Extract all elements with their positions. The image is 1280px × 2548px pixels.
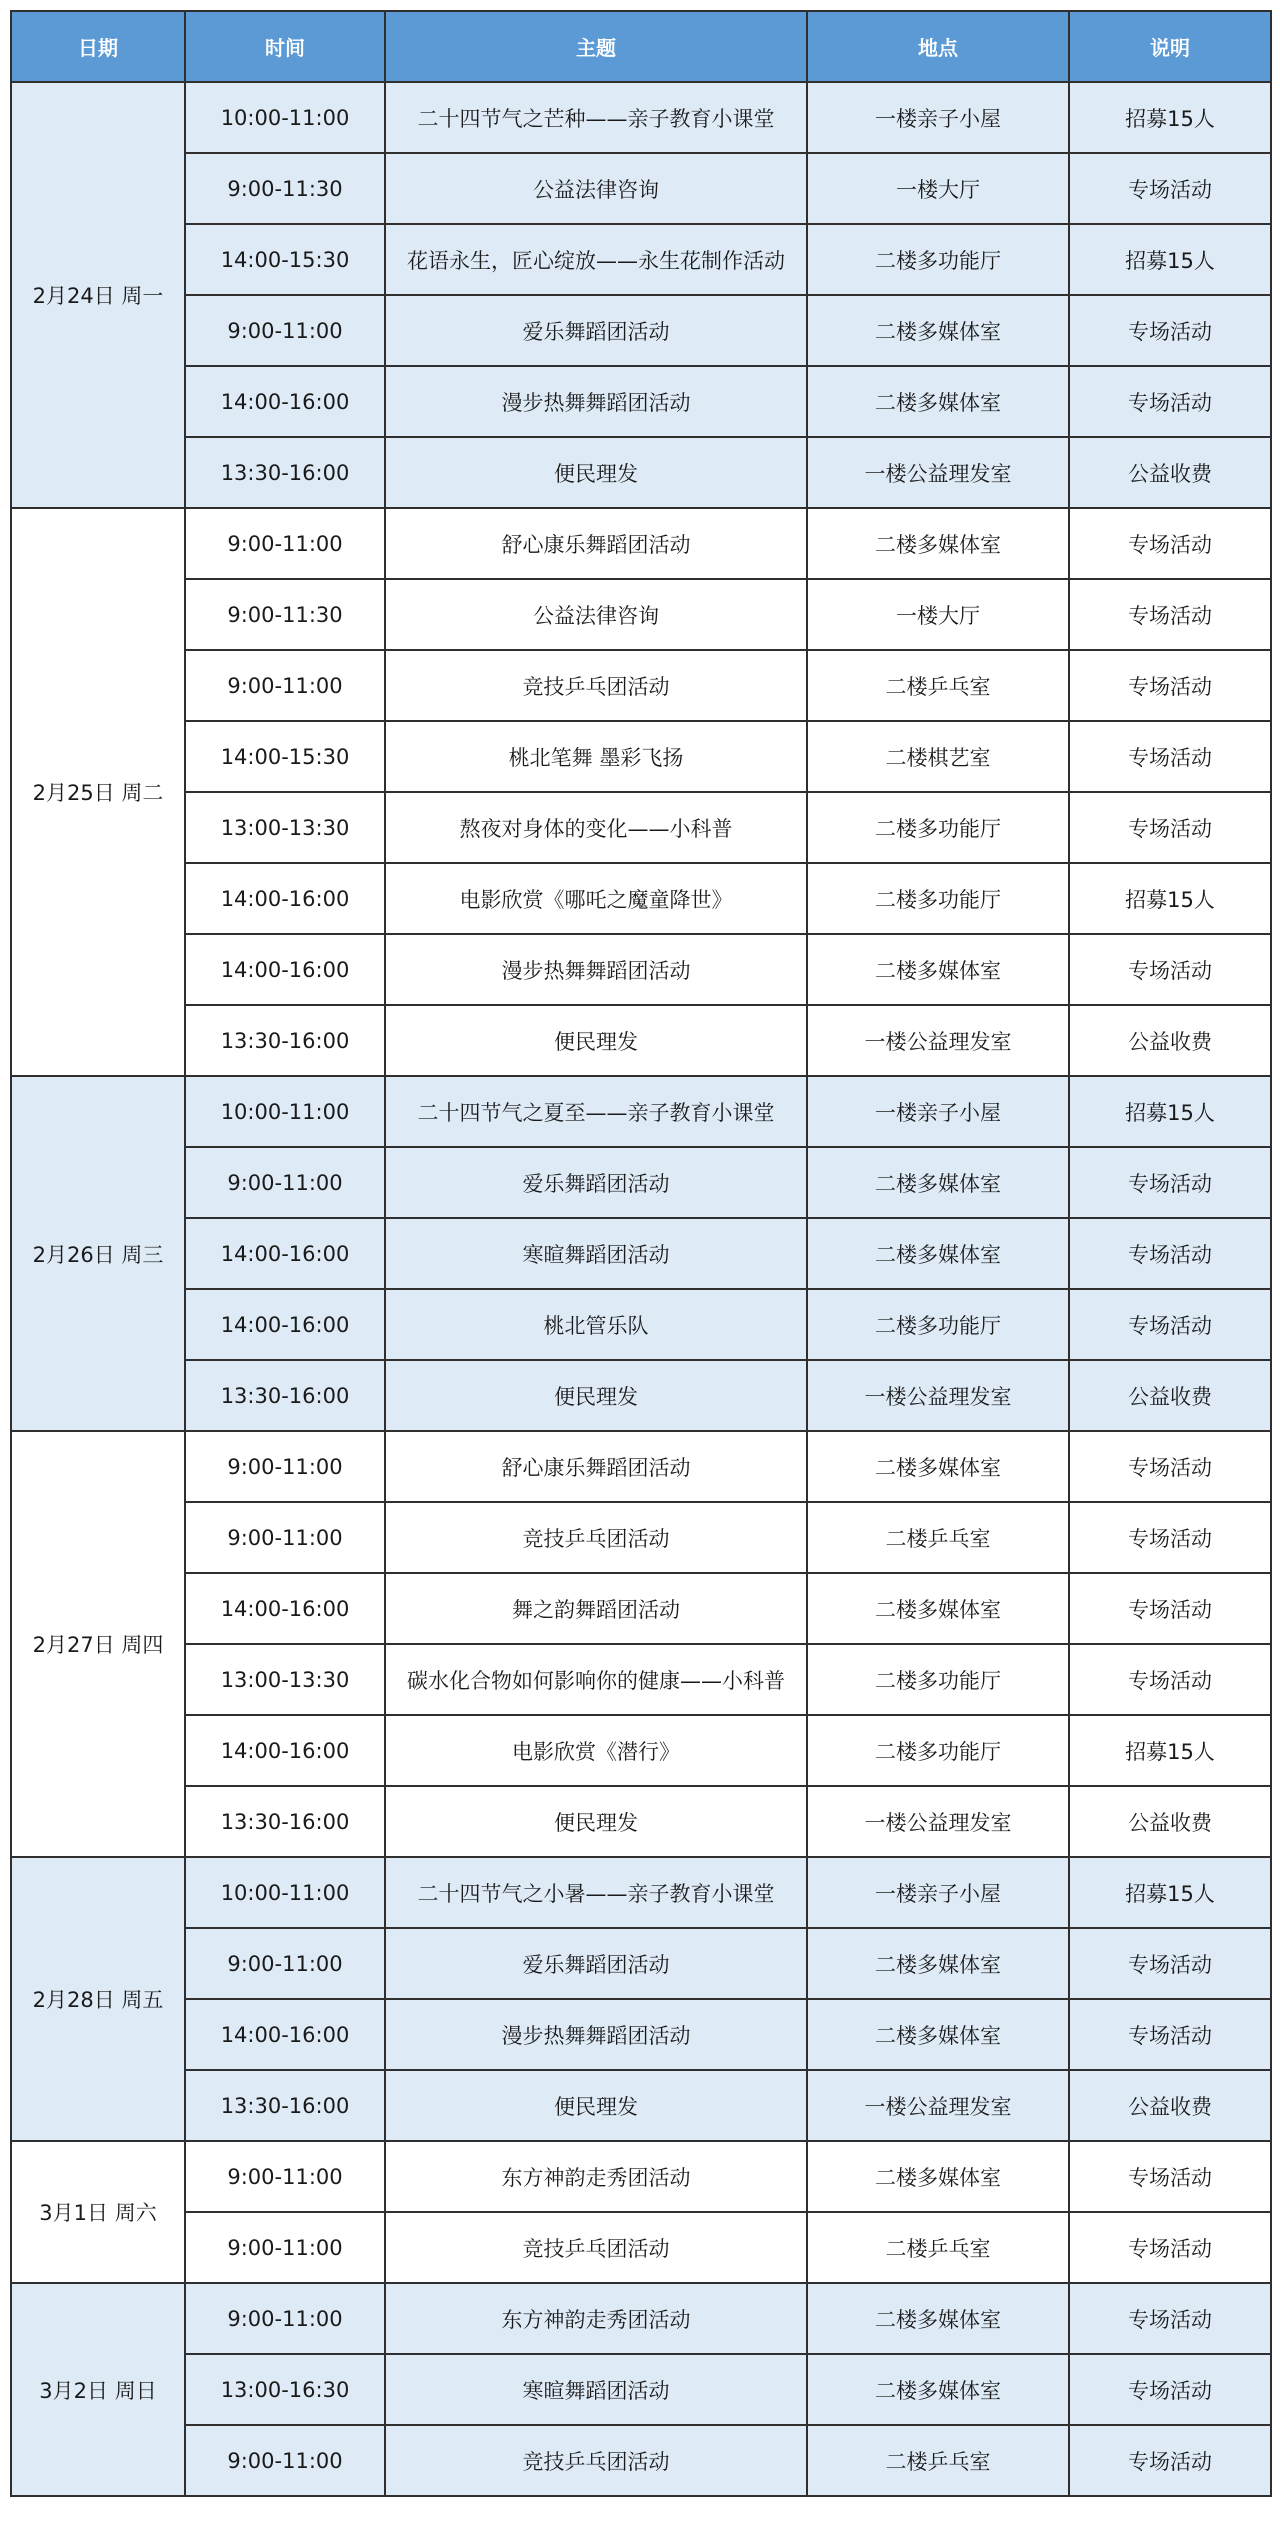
note-cell: 专场活动 <box>1069 1573 1271 1644</box>
topic-cell: 公益法律咨询 <box>385 579 807 650</box>
location-cell: 二楼多媒体室 <box>807 1573 1069 1644</box>
topic-cell: 二十四节气之芒种——亲子教育小课堂 <box>385 82 807 153</box>
location-cell: 二楼多媒体室 <box>807 366 1069 437</box>
time-cell: 9:00-11:00 <box>185 1502 385 1573</box>
table-row <box>11 650 1271 721</box>
day-group <box>11 2283 1271 2496</box>
location-cell: 二楼多功能厅 <box>807 1289 1069 1360</box>
location-cell: 二楼多媒体室 <box>807 1218 1069 1289</box>
table-row <box>11 934 1271 1005</box>
topic-cell: 便民理发 <box>385 1005 807 1076</box>
date-cell: 3月2日 周日 <box>11 2283 185 2496</box>
header-row <box>11 11 1271 82</box>
time-cell: 9:00-11:00 <box>185 2283 385 2354</box>
location-cell: 二楼乒乓室 <box>807 650 1069 721</box>
location-cell: 一楼大厅 <box>807 153 1069 224</box>
topic-cell: 二十四节气之夏至——亲子教育小课堂 <box>385 1076 807 1147</box>
table-row <box>11 2212 1271 2283</box>
location-cell: 二楼乒乓室 <box>807 2425 1069 2496</box>
topic-cell: 碳水化合物如何影响你的健康——小科普 <box>385 1644 807 1715</box>
table-row <box>11 579 1271 650</box>
topic-cell: 舞之韵舞蹈团活动 <box>385 1573 807 1644</box>
topic-cell: 便民理发 <box>385 1360 807 1431</box>
time-cell: 10:00-11:00 <box>185 1857 385 1928</box>
note-cell: 专场活动 <box>1069 508 1271 579</box>
table-row <box>11 2070 1271 2141</box>
table-row <box>11 1218 1271 1289</box>
topic-cell: 爱乐舞蹈团活动 <box>385 295 807 366</box>
table-row <box>11 1289 1271 1360</box>
note-cell: 专场活动 <box>1069 792 1271 863</box>
note-cell: 专场活动 <box>1069 1289 1271 1360</box>
time-cell: 9:00-11:00 <box>185 295 385 366</box>
location-cell: 二楼多功能厅 <box>807 1644 1069 1715</box>
note-cell: 专场活动 <box>1069 2212 1271 2283</box>
note-cell: 专场活动 <box>1069 1928 1271 1999</box>
date-cell: 2月24日 周一 <box>11 82 185 508</box>
time-cell: 14:00-16:00 <box>185 934 385 1005</box>
table-row <box>11 1005 1271 1076</box>
table-row <box>11 1715 1271 1786</box>
note-cell: 招募15人 <box>1069 863 1271 934</box>
note-cell: 专场活动 <box>1069 2141 1271 2212</box>
table-row <box>11 295 1271 366</box>
time-cell: 9:00-11:00 <box>185 1431 385 1502</box>
note-cell: 专场活动 <box>1069 1999 1271 2070</box>
activity-schedule-table <box>10 10 1272 2497</box>
note-cell: 专场活动 <box>1069 295 1271 366</box>
table-row <box>11 1147 1271 1218</box>
topic-cell: 爱乐舞蹈团活动 <box>385 1147 807 1218</box>
location-cell: 一楼公益理发室 <box>807 1786 1069 1857</box>
schedule-table-container <box>10 10 1270 2497</box>
time-cell: 13:30-16:00 <box>185 1360 385 1431</box>
location-cell: 二楼多功能厅 <box>807 224 1069 295</box>
table-row <box>11 1076 1271 1147</box>
time-cell: 13:00-13:30 <box>185 1644 385 1715</box>
time-cell: 9:00-11:00 <box>185 508 385 579</box>
note-cell: 专场活动 <box>1069 153 1271 224</box>
location-cell: 二楼多媒体室 <box>807 1928 1069 1999</box>
day-group <box>11 508 1271 1076</box>
header-date: 日期 <box>11 11 185 82</box>
topic-cell: 竞技乒乓团活动 <box>385 650 807 721</box>
topic-cell: 漫步热舞舞蹈团活动 <box>385 1999 807 2070</box>
note-cell: 专场活动 <box>1069 1431 1271 1502</box>
table-row <box>11 224 1271 295</box>
date-cell: 2月26日 周三 <box>11 1076 185 1431</box>
table-row <box>11 437 1271 508</box>
table-row <box>11 863 1271 934</box>
topic-cell: 竞技乒乓团活动 <box>385 2212 807 2283</box>
note-cell: 专场活动 <box>1069 721 1271 792</box>
time-cell: 14:00-16:00 <box>185 1573 385 1644</box>
time-cell: 9:00-11:00 <box>185 1928 385 1999</box>
location-cell: 二楼多媒体室 <box>807 295 1069 366</box>
topic-cell: 桃北管乐队 <box>385 1289 807 1360</box>
time-cell: 13:30-16:00 <box>185 1786 385 1857</box>
time-cell: 9:00-11:30 <box>185 579 385 650</box>
topic-cell: 花语永生，匠心绽放——永生花制作活动 <box>385 224 807 295</box>
table-row <box>11 153 1271 224</box>
topic-cell: 竞技乒乓团活动 <box>385 2425 807 2496</box>
note-cell: 公益收费 <box>1069 1360 1271 1431</box>
location-cell: 一楼公益理发室 <box>807 1005 1069 1076</box>
time-cell: 14:00-15:30 <box>185 224 385 295</box>
table-row <box>11 2425 1271 2496</box>
time-cell: 9:00-11:00 <box>185 1147 385 1218</box>
time-cell: 13:30-16:00 <box>185 1005 385 1076</box>
table-row <box>11 721 1271 792</box>
day-group <box>11 1857 1271 2141</box>
header-note: 说明 <box>1069 11 1271 82</box>
table-row <box>11 1857 1271 1928</box>
note-cell: 招募15人 <box>1069 1857 1271 1928</box>
time-cell: 9:00-11:00 <box>185 2212 385 2283</box>
note-cell: 专场活动 <box>1069 650 1271 721</box>
table-row <box>11 1573 1271 1644</box>
topic-cell: 东方神韵走秀团活动 <box>385 2283 807 2354</box>
time-cell: 10:00-11:00 <box>185 1076 385 1147</box>
time-cell: 9:00-11:30 <box>185 153 385 224</box>
note-cell: 公益收费 <box>1069 2070 1271 2141</box>
topic-cell: 熬夜对身体的变化——小科普 <box>385 792 807 863</box>
table-row <box>11 2141 1271 2212</box>
table-row <box>11 1644 1271 1715</box>
date-cell: 2月27日 周四 <box>11 1431 185 1857</box>
note-cell: 公益收费 <box>1069 1005 1271 1076</box>
time-cell: 14:00-15:30 <box>185 721 385 792</box>
location-cell: 二楼乒乓室 <box>807 2212 1069 2283</box>
topic-cell: 寒暄舞蹈团活动 <box>385 2354 807 2425</box>
table-row <box>11 366 1271 437</box>
topic-cell: 便民理发 <box>385 437 807 508</box>
topic-cell: 公益法律咨询 <box>385 153 807 224</box>
location-cell: 一楼公益理发室 <box>807 2070 1069 2141</box>
note-cell: 招募15人 <box>1069 82 1271 153</box>
location-cell: 二楼多媒体室 <box>807 2283 1069 2354</box>
note-cell: 招募15人 <box>1069 224 1271 295</box>
topic-cell: 爱乐舞蹈团活动 <box>385 1928 807 1999</box>
day-group <box>11 82 1271 508</box>
day-group <box>11 2141 1271 2283</box>
location-cell: 二楼多媒体室 <box>807 508 1069 579</box>
location-cell: 二楼多媒体室 <box>807 1431 1069 1502</box>
location-cell: 二楼多媒体室 <box>807 1147 1069 1218</box>
time-cell: 9:00-11:00 <box>185 2425 385 2496</box>
table-row <box>11 1360 1271 1431</box>
note-cell: 专场活动 <box>1069 2425 1271 2496</box>
time-cell: 14:00-16:00 <box>185 863 385 934</box>
note-cell: 专场活动 <box>1069 2283 1271 2354</box>
time-cell: 9:00-11:00 <box>185 650 385 721</box>
topic-cell: 寒暄舞蹈团活动 <box>385 1218 807 1289</box>
note-cell: 专场活动 <box>1069 579 1271 650</box>
table-header <box>11 11 1271 82</box>
table-row <box>11 1928 1271 1999</box>
location-cell: 一楼公益理发室 <box>807 1360 1069 1431</box>
topic-cell: 便民理发 <box>385 2070 807 2141</box>
note-cell: 招募15人 <box>1069 1076 1271 1147</box>
table-row <box>11 1786 1271 1857</box>
time-cell: 13:30-16:00 <box>185 2070 385 2141</box>
location-cell: 一楼亲子小屋 <box>807 1076 1069 1147</box>
table-row <box>11 792 1271 863</box>
header-location: 地点 <box>807 11 1069 82</box>
time-cell: 14:00-16:00 <box>185 1289 385 1360</box>
table-row <box>11 1999 1271 2070</box>
table-row <box>11 1502 1271 1573</box>
location-cell: 二楼多媒体室 <box>807 934 1069 1005</box>
date-cell: 3月1日 周六 <box>11 2141 185 2283</box>
note-cell: 专场活动 <box>1069 934 1271 1005</box>
date-cell: 2月25日 周二 <box>11 508 185 1076</box>
topic-cell: 电影欣赏《哪吒之魔童降世》 <box>385 863 807 934</box>
location-cell: 二楼乒乓室 <box>807 1502 1069 1573</box>
location-cell: 二楼多媒体室 <box>807 2141 1069 2212</box>
location-cell: 二楼多功能厅 <box>807 1715 1069 1786</box>
note-cell: 招募15人 <box>1069 1715 1271 1786</box>
topic-cell: 漫步热舞舞蹈团活动 <box>385 934 807 1005</box>
location-cell: 二楼多功能厅 <box>807 792 1069 863</box>
location-cell: 二楼多媒体室 <box>807 1999 1069 2070</box>
note-cell: 公益收费 <box>1069 437 1271 508</box>
topic-cell: 东方神韵走秀团活动 <box>385 2141 807 2212</box>
note-cell: 专场活动 <box>1069 1147 1271 1218</box>
location-cell: 二楼棋艺室 <box>807 721 1069 792</box>
note-cell: 公益收费 <box>1069 1786 1271 1857</box>
location-cell: 一楼亲子小屋 <box>807 1857 1069 1928</box>
location-cell: 一楼亲子小屋 <box>807 82 1069 153</box>
table-row <box>11 1431 1271 1502</box>
topic-cell: 竞技乒乓团活动 <box>385 1502 807 1573</box>
topic-cell: 便民理发 <box>385 1786 807 1857</box>
day-group <box>11 1431 1271 1857</box>
header-topic: 主题 <box>385 11 807 82</box>
note-cell: 专场活动 <box>1069 1502 1271 1573</box>
note-cell: 专场活动 <box>1069 366 1271 437</box>
time-cell: 13:00-13:30 <box>185 792 385 863</box>
time-cell: 13:30-16:00 <box>185 437 385 508</box>
time-cell: 14:00-16:00 <box>185 1999 385 2070</box>
time-cell: 9:00-11:00 <box>185 2141 385 2212</box>
time-cell: 10:00-11:00 <box>185 82 385 153</box>
table-row <box>11 2283 1271 2354</box>
note-cell: 专场活动 <box>1069 1218 1271 1289</box>
table-row <box>11 508 1271 579</box>
location-cell: 二楼多媒体室 <box>807 2354 1069 2425</box>
table-row <box>11 82 1271 153</box>
location-cell: 二楼多功能厅 <box>807 863 1069 934</box>
topic-cell: 漫步热舞舞蹈团活动 <box>385 366 807 437</box>
date-cell: 2月28日 周五 <box>11 1857 185 2141</box>
topic-cell: 二十四节气之小暑——亲子教育小课堂 <box>385 1857 807 1928</box>
topic-cell: 桃北笔舞 墨彩飞扬 <box>385 721 807 792</box>
location-cell: 一楼公益理发室 <box>807 437 1069 508</box>
time-cell: 14:00-16:00 <box>185 1218 385 1289</box>
location-cell: 一楼大厅 <box>807 579 1069 650</box>
topic-cell: 舒心康乐舞蹈团活动 <box>385 1431 807 1502</box>
time-cell: 14:00-16:00 <box>185 366 385 437</box>
time-cell: 14:00-16:00 <box>185 1715 385 1786</box>
day-group <box>11 1076 1271 1431</box>
topic-cell: 舒心康乐舞蹈团活动 <box>385 508 807 579</box>
time-cell: 13:00-16:30 <box>185 2354 385 2425</box>
note-cell: 专场活动 <box>1069 2354 1271 2425</box>
topic-cell: 电影欣赏《潜行》 <box>385 1715 807 1786</box>
note-cell: 专场活动 <box>1069 1644 1271 1715</box>
table-row <box>11 2354 1271 2425</box>
header-time: 时间 <box>185 11 385 82</box>
